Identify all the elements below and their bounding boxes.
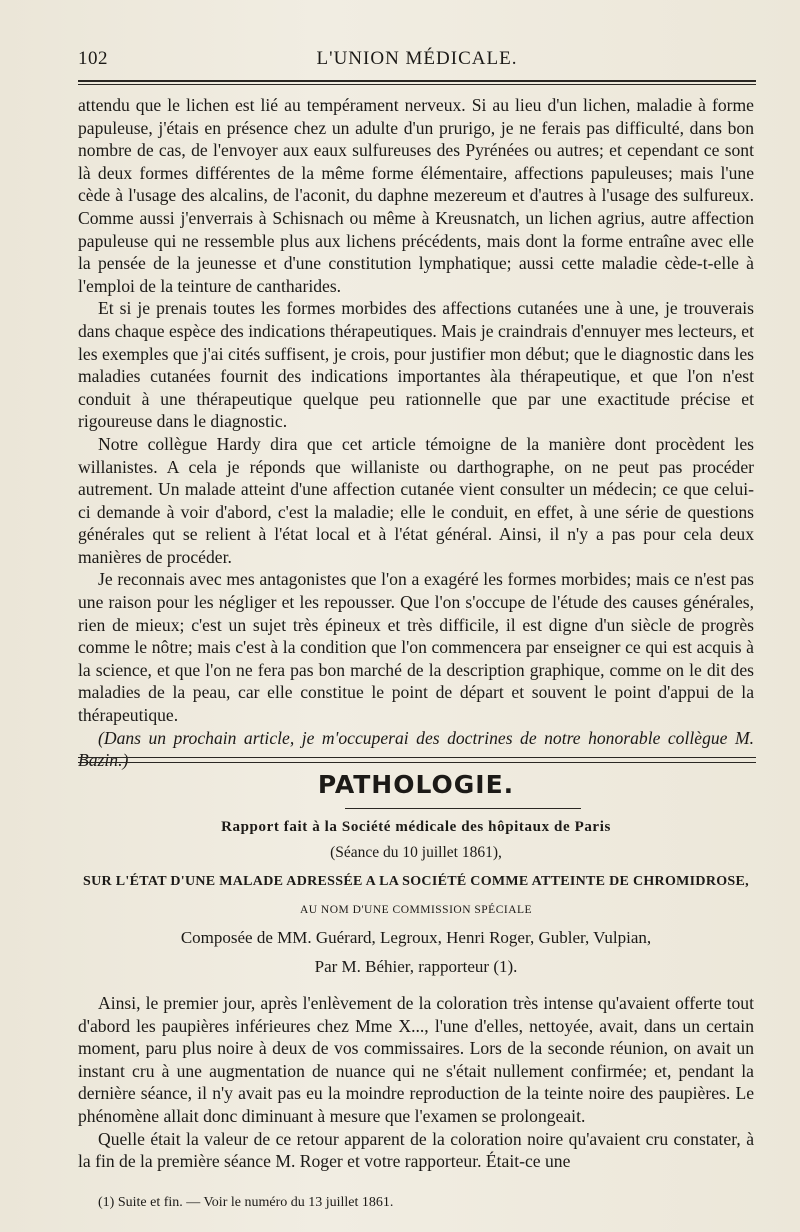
header-rule xyxy=(78,80,756,82)
commission-line: AU NOM D'UNE COMMISSION SPÉCIALE xyxy=(299,904,533,916)
paragraph: attendu que le lichen est lié au tempérament nerveux. Si au lieu d'un lichen, maladie à forme papuleuse, j'étais en présence chez un adulte d'un prurigo, je ne ferais pas difficulté, dans bon nombre de cas, de l'envoyer aux eaux sulfureuses des Pyrénées ou autres; et cependant ce sont là deux formes différentes de la même forme élémentaire, affections papuleuses; mais l'une cède à l'usage des alcalins, de l'aconit, du daphne mezereum et d'autres à l'usage des sulfureux. Comme aussi j'enverrais à Schisnach ou même à Kreusnatch, un lichen agrius, autre affection papuleuse qui ne ressemble plus aux lichens précédents, mais dont la forme entraîne avec elle la pensée de la jeunesse et d'une constitution lymphatique; aussi cette maladie cède-t-elle à l'emploi de la teinture de cantharides. xyxy=(78,95,754,296)
page-number: 102 xyxy=(78,48,108,69)
paragraph: Quelle était la valeur de ce retour apparent de la coloration noire qu'avaient cru constater, à la fin de la première séance M. Roger et votre rapporteur. Était-ce une xyxy=(78,1128,754,1172)
section-separator-second xyxy=(78,762,756,763)
title-underline xyxy=(345,808,581,809)
running-header xyxy=(78,48,756,74)
closing-note: (Dans un prochain article, je m'occuperai des doctrines de notre honorable collègue M. Bazin.) xyxy=(78,727,754,771)
report-body xyxy=(78,992,754,1173)
paragraph: Ainsi, le premier jour, après l'enlèvement de la coloration très intense qu'avaient offerte tout d'abord les paupières inférieures chez Mme X..., l'une d'elles, nettoyée, avait, dans un certain moment, paru plus noire à deux de vos commissaires. Lors de la seconde réunion, on avait un instant cru à une augmentation de nuance qui ne s'était nullement confirmée; et, pendant la dernière séance, il n'y avait pas eu la moindre reproduction de la teinte noire des paupières. Le phénomène allait donc diminuant à mesure que l'examen se prolongeait. xyxy=(78,993,754,1126)
footnote: (1) Suite et fin. — Voir le numéro du 13 juillet 1861. xyxy=(98,1195,394,1210)
commission-members: Composée de MM. Guérard, Legroux, Henri Roger, Gubler, Vulpian, xyxy=(180,928,652,947)
section-separator xyxy=(78,757,756,758)
report-subject: SUR L'ÉTAT D'UNE MALADE ADRESSÉE A LA SOCIÉTÉ COMME ATTEINTE DE CHROMIDROSE, xyxy=(83,874,749,889)
article-continued xyxy=(78,94,754,772)
paragraph: Notre collègue Hardy dira que cet article témoigne de la manière dont procèdent les willanistes. A cela je réponds que willaniste ou darthographe, on ne peut pas procéder autrement. Un malade atteint d'une affection cutanée vient consulter un médecin; ce que celui-ci demande à voir d'abord, c'est la maladie; elle le conduit, en effet, à une série de questions générales qut se relient à l'état local et à l'état général. Ainsi, il n'y a pas pour cela deux manières de procéder. xyxy=(78,433,754,567)
paragraph: Je reconnais avec mes antagonistes que l'on a exagéré les formes morbides; mais ce n'est pas une raison pour les négliger et les repousser. Que l'on s'occupe de l'étude des causes générales, rien de mieux; c'est un sujet très épineux et très difficile, il est digne d'un siècle de progrès comme le nôtre; mais c'est à la condition que l'on commencera par enseigner ce qui est acquis à la science, et que l'on ne fera pas bon marché de la description graphique, comme on le dit des maladies de la peau, car elle constitue le point de départ et souvent le point d'appui de la thérapeutique. xyxy=(78,569,754,726)
journal-title: L'UNION MÉDICALE. xyxy=(316,48,518,69)
session-date: (Séance du 10 juillet 1861), xyxy=(330,844,502,861)
rapporteur-line: Par M. Béhier, rapporteur (1). xyxy=(314,957,518,976)
section-title: PATHOLOGIE. xyxy=(317,770,515,799)
paragraph: Et si je prenais toutes les formes morbides des affections cutanées une à une, je trouverais dans chaque espèce des indications thérapeutiques. Mais je craindrais d'ennuyer mes lecteurs, et les exemples que j'ai cités suffisent, je crois, pour justifier mon début; que le diagnostic dans les maladies cutanées fournit des indications importantes àla thérapeutique, et que l'on n'est conduit à une thérapeutique quelque peu rationnelle que par une exactitude précise et rigoureuse dans le diagnostic. xyxy=(78,298,754,432)
header-rule-thin xyxy=(78,84,756,85)
report-heading: Rapport fait à la Société médicale des hôpitaux de Paris xyxy=(221,819,611,835)
